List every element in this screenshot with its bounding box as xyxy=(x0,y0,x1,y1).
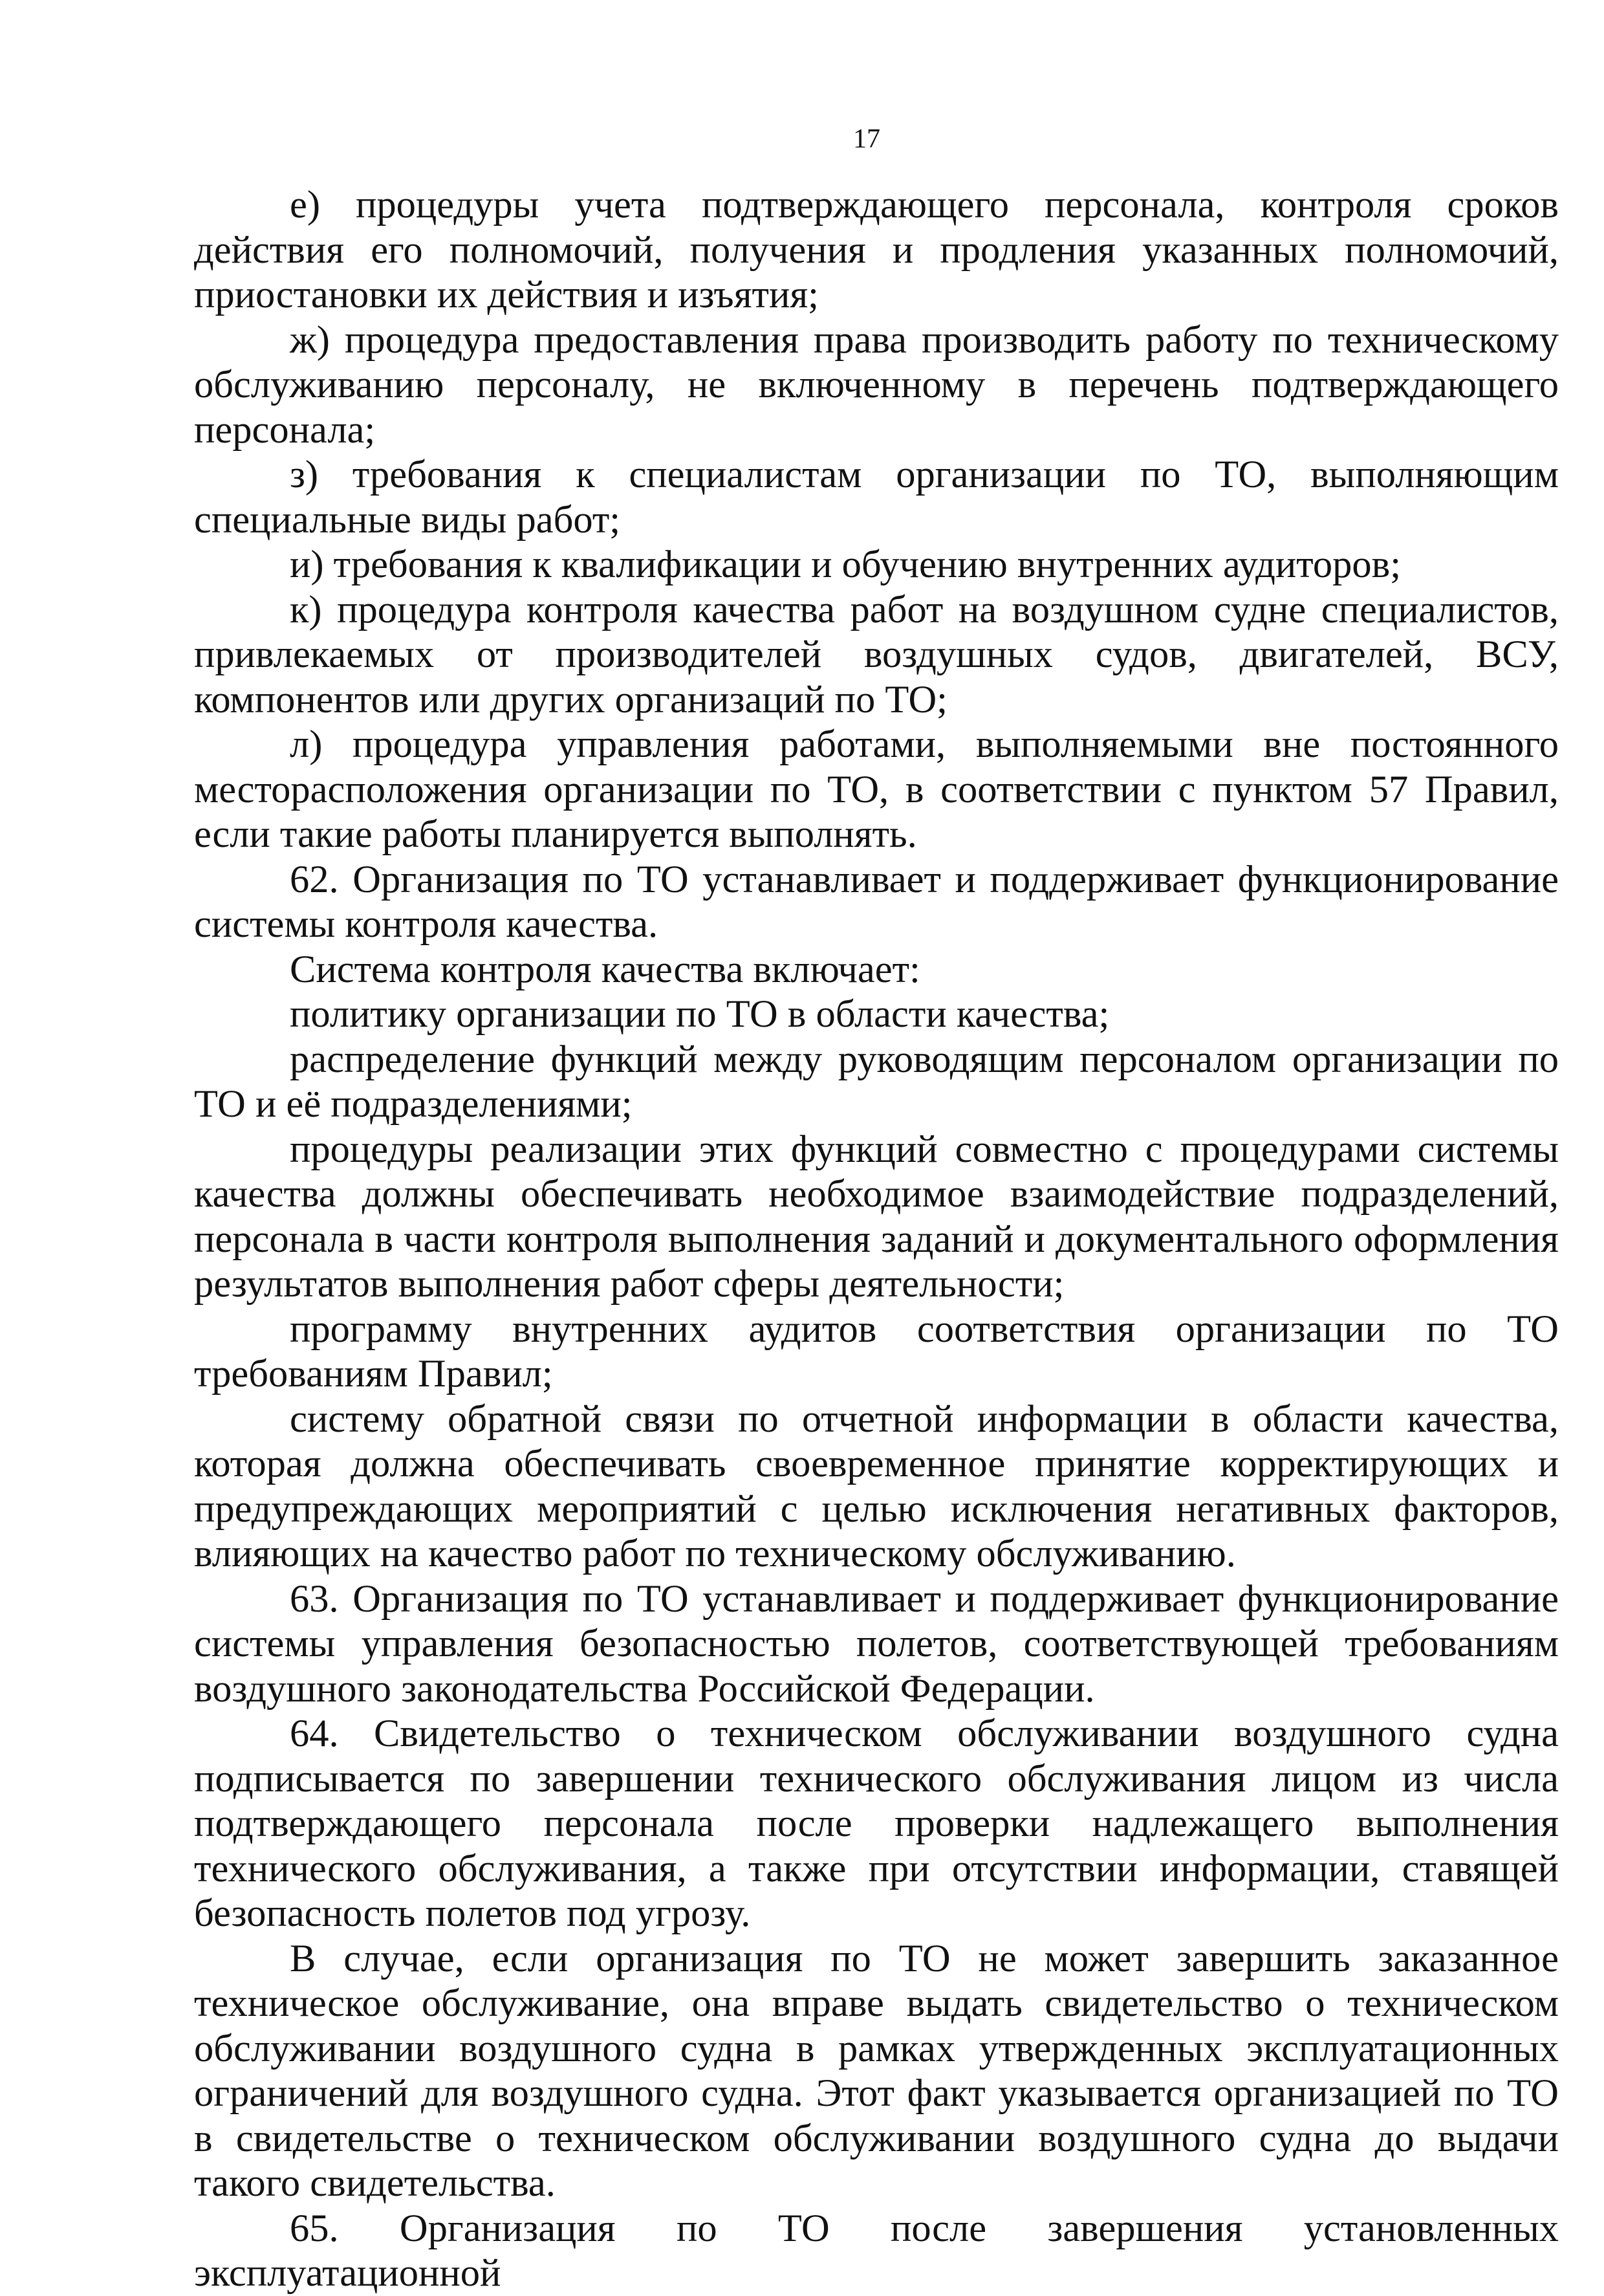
paragraph-function-procedures: процедуры реализации этих функций совместно с процедурами системы качества должны обеспечивать необходимое взаимодействие подразделений, персонала в части контроля выполнения заданий и документального оформления результатов выполнения работ сферы деятельности; xyxy=(194,1127,1559,1306)
document-body xyxy=(194,182,1559,2296)
paragraph-z-specialist-requirements: з) требования к специалистам организации по ТО, выполняющим специальные виды работ; xyxy=(194,453,1559,541)
paragraph-function-distribution: распределение функций между руководящим персоналом организации по ТО и её подразделениями; xyxy=(194,1037,1559,1126)
paragraph-internal-audit-program: программу внутренних аудитов соответствия организации по ТО требованиям Правил; xyxy=(194,1307,1559,1395)
paragraph-65-start: 65. Организация по ТО после завершения установленных эксплуатационной xyxy=(194,2206,1559,2295)
paragraph-62-quality-system: 62. Организация по ТО устанавливает и поддерживает функционирование системы контроля качества. xyxy=(194,857,1559,946)
paragraph-l-remote-work-procedure: л) процедура управления работами, выполняемыми вне постоянного месторасположения организации по ТО, в соответствии с пунктом 57 Правил, если такие работы планируется выполнять. xyxy=(194,723,1559,856)
paragraph-incomplete-maintenance: В случае, если организация по ТО не может завершить заказанное техническое обслуживание, она вправе выдать свидетельство о техническом обслуживании воздушного судна в рамках утвержденных эксплуатационных ограничений для воздушного судна. Этот факт указывается организацией по ТО в свидетельстве о техническом обслуживании воздушного судна до выдачи такого свидетельства. xyxy=(194,1936,1559,2205)
paragraph-i-auditor-requirements: и) требования к квалификации и обучению внутренних аудиторов; xyxy=(290,543,1402,586)
paragraph-64-maintenance-certificate: 64. Свидетельство о техническом обслуживании воздушного судна подписывается по завершении технического обслуживания лицом из числа подтверждающего персонала после проверки надлежащего выполнения технического обслуживания, а также при отсутствии информации, ставящей безопасность полетов под угрозу. xyxy=(194,1712,1559,1935)
paragraph-quality-policy: политику организации по ТО в области качества; xyxy=(290,992,1110,1036)
paragraph-feedback-system: систему обратной связи по отчетной информации в области качества, которая должна обеспечивать своевременное принятие корректирующих и предупреждающих мероприятий с целью исключения негативных факторов, влияющих на качество работ по техническому обслуживанию. xyxy=(194,1397,1559,1575)
paragraph-k-quality-control-procedure: к) процедура контроля качества работ на воздушном судне специалистов, привлекаемых от производителей воздушных судов, двигателей, ВСУ, компонентов или других организаций по ТО; xyxy=(194,587,1559,721)
paragraph-quality-system-includes: Система контроля качества включает: xyxy=(290,947,920,991)
paragraph-e-accounting-procedures: е) процедуры учета подтверждающего персонала, контроля сроков действия его полномочий, получения и продления указанных полномочий, приостановки их действия и изъятия; xyxy=(194,183,1559,316)
paragraph-63-safety-management: 63. Организация по ТО устанавливает и поддерживает функционирование системы управления безопасностью полетов, соответствующей требованиям воздушного законодательства Российской Федерации. xyxy=(194,1577,1559,1711)
paragraph-zh-maintenance-rights-procedure: ж) процедура предоставления права производить работу по техническому обслуживанию персоналу, не включенному в перечень подтверждающего персонала; xyxy=(194,318,1559,452)
page-number: 17 xyxy=(853,124,880,154)
